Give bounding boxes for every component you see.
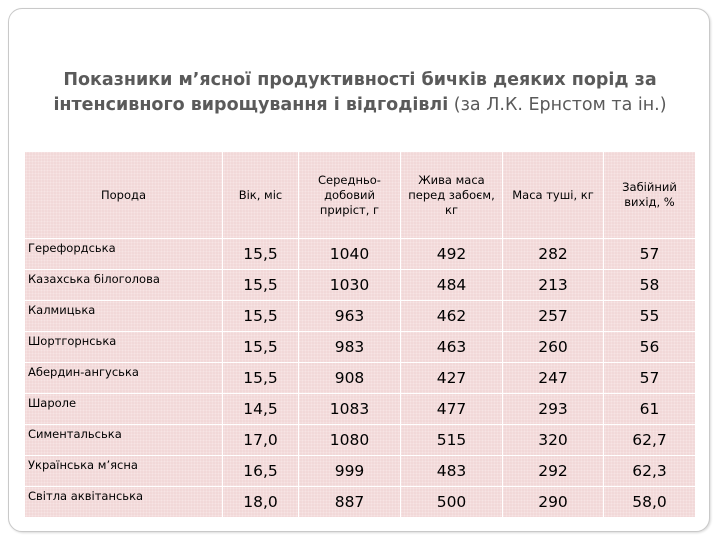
cell-live-weight: 483	[401, 456, 503, 487]
cell-breed: Казахська білоголова	[25, 270, 223, 301]
cell-carcass-weight: 213	[503, 270, 604, 301]
cell-slaughter-yield: 56	[604, 332, 696, 363]
cell-slaughter-yield: 61	[604, 394, 696, 425]
cell-slaughter-yield: 62,3	[604, 456, 696, 487]
cell-daily-gain: 963	[299, 301, 401, 332]
cell-live-weight: 427	[401, 363, 503, 394]
cell-slaughter-yield: 62,7	[604, 425, 696, 456]
table-row	[25, 363, 696, 394]
cell-daily-gain: 983	[299, 332, 401, 363]
cell-age: 15,5	[223, 239, 299, 270]
cell-age: 18,0	[223, 487, 299, 518]
cell-slaughter-yield: 57	[604, 239, 696, 270]
table-row	[25, 425, 696, 456]
cell-age: 14,5	[223, 394, 299, 425]
cell-age: 15,5	[223, 363, 299, 394]
cell-breed: Українська м’ясна	[25, 456, 223, 487]
cell-daily-gain: 999	[299, 456, 401, 487]
table-header-row	[25, 152, 696, 239]
cell-daily-gain: 1083	[299, 394, 401, 425]
table-row	[25, 270, 696, 301]
cell-breed: Шароле	[25, 394, 223, 425]
cell-live-weight: 515	[401, 425, 503, 456]
cell-slaughter-yield: 58,0	[604, 487, 696, 518]
slide-title	[40, 68, 680, 118]
header-daily-gain: Середньо-добовий приріст, г	[299, 152, 401, 239]
breed-productivity-table	[24, 151, 696, 518]
cell-live-weight: 500	[401, 487, 503, 518]
cell-daily-gain: 887	[299, 487, 401, 518]
cell-carcass-weight: 290	[503, 487, 604, 518]
cell-carcass-weight: 292	[503, 456, 604, 487]
cell-daily-gain: 1030	[299, 270, 401, 301]
cell-slaughter-yield: 55	[604, 301, 696, 332]
table-row	[25, 394, 696, 425]
cell-live-weight: 492	[401, 239, 503, 270]
cell-age: 17,0	[223, 425, 299, 456]
cell-carcass-weight: 320	[503, 425, 604, 456]
header-breed: Порода	[25, 152, 223, 239]
cell-slaughter-yield: 57	[604, 363, 696, 394]
cell-age: 15,5	[223, 301, 299, 332]
cell-carcass-weight: 260	[503, 332, 604, 363]
table-row	[25, 487, 696, 518]
cell-breed: Симентальська	[25, 425, 223, 456]
header-live-weight: Жива маса перед забоєм, кг	[401, 152, 503, 239]
cell-live-weight: 463	[401, 332, 503, 363]
table-row	[25, 301, 696, 332]
table-row	[25, 456, 696, 487]
header-carcass-weight: Маса туші, кг	[503, 152, 604, 239]
cell-breed: Герефордська	[25, 239, 223, 270]
table-row	[25, 332, 696, 363]
cell-live-weight: 484	[401, 270, 503, 301]
cell-slaughter-yield: 58	[604, 270, 696, 301]
cell-live-weight: 477	[401, 394, 503, 425]
title-line-2-normal: (за Л.К. Ернстом та ін.)	[448, 95, 667, 115]
cell-daily-gain: 1040	[299, 239, 401, 270]
cell-breed: Абердин-ангуська	[25, 363, 223, 394]
table-row	[25, 239, 696, 270]
cell-age: 16,5	[223, 456, 299, 487]
cell-breed: Калмицька	[25, 301, 223, 332]
cell-age: 15,5	[223, 332, 299, 363]
cell-carcass-weight: 282	[503, 239, 604, 270]
cell-daily-gain: 908	[299, 363, 401, 394]
title-line-2	[40, 93, 680, 118]
cell-age: 15,5	[223, 270, 299, 301]
header-slaughter-yield: Забійний вихід, %	[604, 152, 696, 239]
title-line-1: Показники м’ясної продуктивності бичків деяких порід за	[63, 70, 657, 90]
header-age: Вік, міс	[223, 152, 299, 239]
cell-breed: Світла аквітанська	[25, 487, 223, 518]
cell-carcass-weight: 257	[503, 301, 604, 332]
cell-live-weight: 462	[401, 301, 503, 332]
title-line-2-bold: інтенсивного вирощування і відгодівлі	[53, 95, 449, 115]
cell-carcass-weight: 293	[503, 394, 604, 425]
cell-carcass-weight: 247	[503, 363, 604, 394]
cell-breed: Шортгорнська	[25, 332, 223, 363]
cell-daily-gain: 1080	[299, 425, 401, 456]
